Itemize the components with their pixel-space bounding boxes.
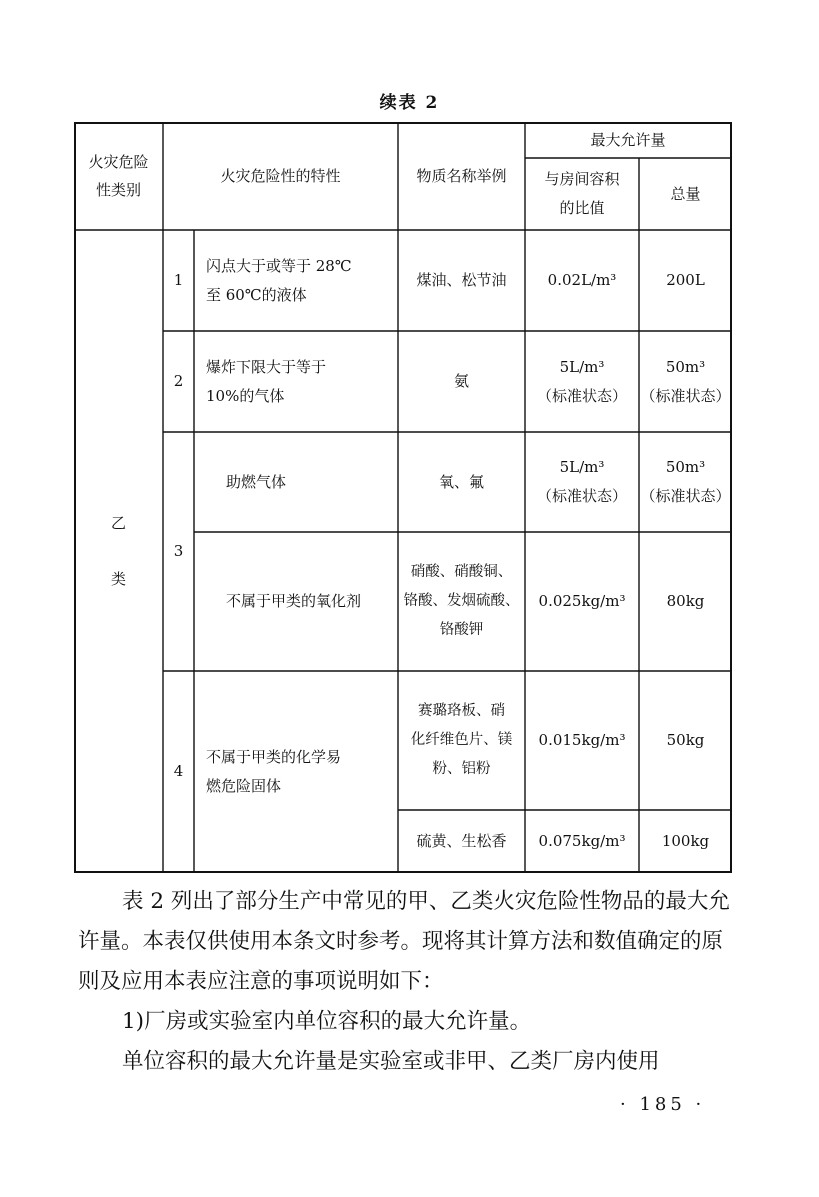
example-cell: 赛璐珞板、硝 化纤维色片、镁 粉、铝粉 [410, 703, 513, 777]
paragraph: 表 2 列出了部分生产中常见的甲、乙类火灾危险性物品的最大允许量。本表仅供使用本条文时参考。现将其计算方法和数值确定的原则及应用本表应注意的事项说明如下： [78, 889, 730, 994]
ratio-cell: 5L/m³ （标准状态） [536, 357, 627, 405]
header-volume-ratio: 与房间容积 的比值 [544, 170, 620, 217]
property-cell: 助燃气体 [226, 472, 287, 491]
example-cell: 硫黄、生松香 [416, 831, 507, 850]
header-property: 火灾危险性的特性 [220, 166, 341, 185]
row-number: 4 [173, 762, 184, 780]
example-cell: 氧、氟 [438, 472, 484, 491]
header-max-allowance: 最大允许量 [590, 130, 666, 149]
ratio-cell: 5L/m³ （标准状态） [536, 458, 627, 505]
row-number: 3 [173, 542, 184, 560]
ratio-cell: 0.075kg/m³ [538, 831, 626, 850]
total-cell: 200L [666, 271, 705, 289]
ratio-cell: 0.02L/m³ [547, 271, 617, 289]
paragraph: 单位容积的最大允许量是实验室或非甲、乙类厂房内使用 [122, 1049, 660, 1074]
row-number: 1 [173, 271, 184, 289]
property-cell: 闪点大于或等于 28℃ 至 60℃的液体 [206, 256, 352, 304]
example-cell: 氨 [453, 372, 469, 390]
ratio-cell: 0.015kg/m³ [538, 731, 626, 749]
property-cell: 爆炸下限大于等于 10%的气体 [206, 357, 327, 405]
total-cell: 50kg [666, 731, 705, 749]
example-cell: 硝酸、硝酸铜、 铬酸、发烟硫酸、 铬酸钾 [403, 564, 520, 638]
total-cell: 50m³ （标准状态） [640, 357, 731, 405]
header-total: 总量 [670, 184, 701, 203]
total-cell: 80kg [666, 592, 705, 610]
page-number: · 185 · [620, 1094, 706, 1115]
property-cell: 不属于甲类的氧化剂 [226, 592, 362, 610]
ratio-cell: 0.025kg/m³ [538, 592, 626, 610]
total-cell: 100kg [661, 831, 710, 850]
body-text [78, 882, 738, 1082]
row-number: 2 [173, 372, 184, 390]
paragraph: 1)厂房或实验室内单位容积的最大允许量。 [122, 1009, 532, 1034]
header-example: 物质名称举例 [416, 166, 507, 185]
header-category: 火灾危险 性类别 [88, 153, 149, 199]
total-cell: 50m³ （标准状态） [640, 458, 731, 505]
example-cell: 煤油、松节油 [416, 271, 507, 289]
table-caption: 续表 2 [379, 93, 440, 113]
category-value: 乙 类 [110, 514, 126, 588]
property-cell: 不属于甲类的化学易 燃危险固体 [206, 747, 342, 795]
max-allowance-table [74, 122, 732, 873]
